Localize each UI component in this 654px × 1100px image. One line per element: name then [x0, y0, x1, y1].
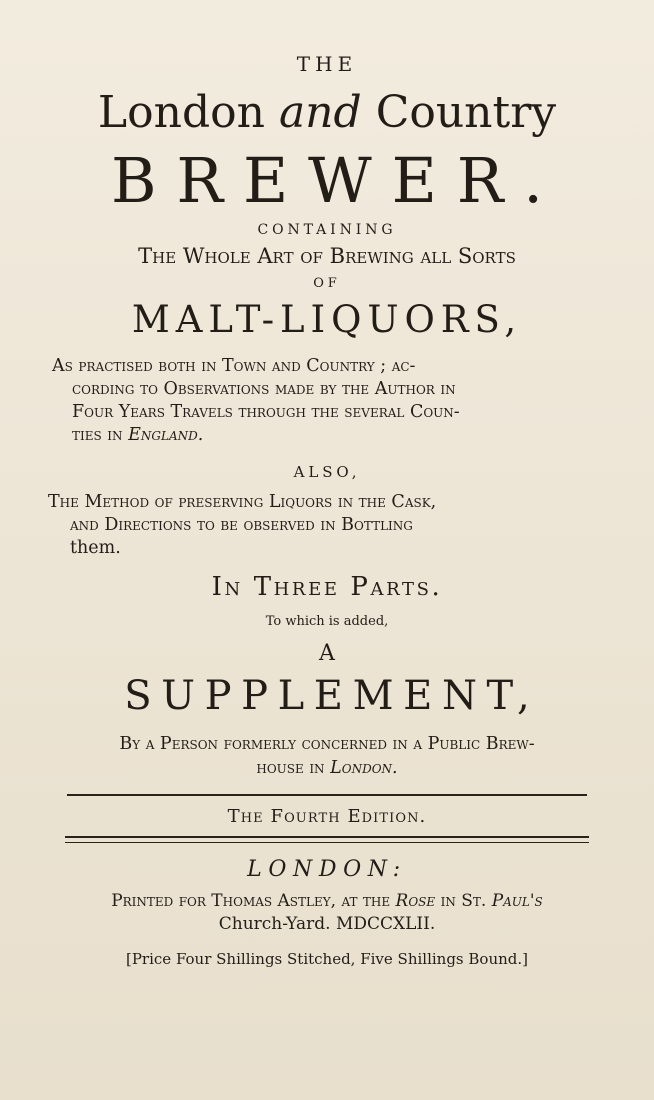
imprint-line-2 [40, 913, 614, 936]
person-line-1 [40, 732, 614, 756]
title-line-2 [40, 146, 614, 216]
person-text-2a: house in [256, 758, 325, 778]
supplement-line [40, 672, 614, 720]
a-text: A [319, 641, 335, 666]
imprint-text-1a: Printed for Thomas Astley, at the [111, 891, 391, 911]
practised-line-2 [40, 378, 614, 401]
the-text: THE [296, 52, 358, 76]
method-paragraph [40, 491, 614, 560]
method-line-1 [40, 491, 614, 514]
practised-line-4 [40, 424, 614, 447]
title-line-1 [40, 88, 614, 138]
a-line [40, 641, 614, 666]
containing-text: CONTAINING [257, 222, 397, 238]
method-text-1: The Method of preserving Liquors in the Cask, [48, 492, 437, 512]
rule-middle-1 [65, 836, 589, 838]
method-line-2 [40, 514, 614, 537]
of-line [40, 276, 614, 291]
imprint-text-2: Church-Yard. MDCCXLII. [218, 914, 436, 934]
method-text-2: and Directions to be observed in Bottling [70, 515, 413, 535]
practised-text-2: cording to Observations made by the Author in [72, 379, 456, 399]
price-text: [Price Four Shillings Stitched, Five Shillings Bound.] [125, 950, 528, 968]
method-text-3: them. [70, 538, 121, 558]
three-parts-text: In Three Parts. [211, 572, 443, 602]
to-which-text: To which is added, [265, 614, 389, 629]
person-text-1: By a Person formerly concerned in a Public Brew- [119, 734, 535, 754]
edition-text: The Fourth Edition. [227, 806, 427, 827]
whole-art-text: The Whole Art of Brewing all Sorts [138, 244, 516, 268]
three-parts-line [40, 572, 614, 602]
malt-liquors-line [40, 297, 614, 343]
imprint-line-1 [40, 890, 614, 913]
imprint-text-1c: in St. [440, 891, 487, 911]
title-and: and [278, 87, 362, 138]
method-line-3 [40, 537, 614, 560]
practised-text-4a: ties in [72, 425, 123, 445]
rule-middle-2 [65, 842, 589, 843]
practised-text-1: As practised both in Town and Country ; ac- [52, 356, 416, 376]
containing-line [40, 222, 614, 238]
person-line-2 [40, 756, 614, 780]
practised-text-4b: England. [128, 425, 204, 445]
to-which-line [40, 614, 614, 629]
the-heading [40, 52, 614, 76]
practised-paragraph [40, 355, 614, 447]
title-brewer: BREWER. [111, 144, 563, 217]
also-text: ALSO, [293, 463, 361, 481]
person-paragraph [40, 732, 614, 780]
title-london: London [97, 87, 265, 138]
person-text-2b: London. [330, 758, 398, 778]
london-line [40, 857, 614, 882]
imprint-paragraph [40, 890, 614, 936]
practised-text-3: Four Years Travels through the several Coun- [72, 402, 460, 422]
also-line [40, 463, 614, 481]
title-country: Country [375, 87, 557, 138]
practised-line-3 [40, 401, 614, 424]
edition-line [40, 802, 614, 832]
malt-liquors-text: MALT-LIQUORS, [131, 298, 523, 341]
of-text: OF [313, 276, 341, 291]
whole-art-line [40, 244, 614, 268]
supplement-text: SUPPLEMENT, [124, 673, 540, 719]
rule-top [67, 794, 587, 796]
london-text: LONDON: [247, 857, 407, 882]
price-line [40, 950, 614, 968]
practised-line-1 [40, 355, 614, 378]
imprint-text-1d: Paul's [491, 891, 543, 911]
imprint-text-1b: Rose [395, 891, 436, 911]
